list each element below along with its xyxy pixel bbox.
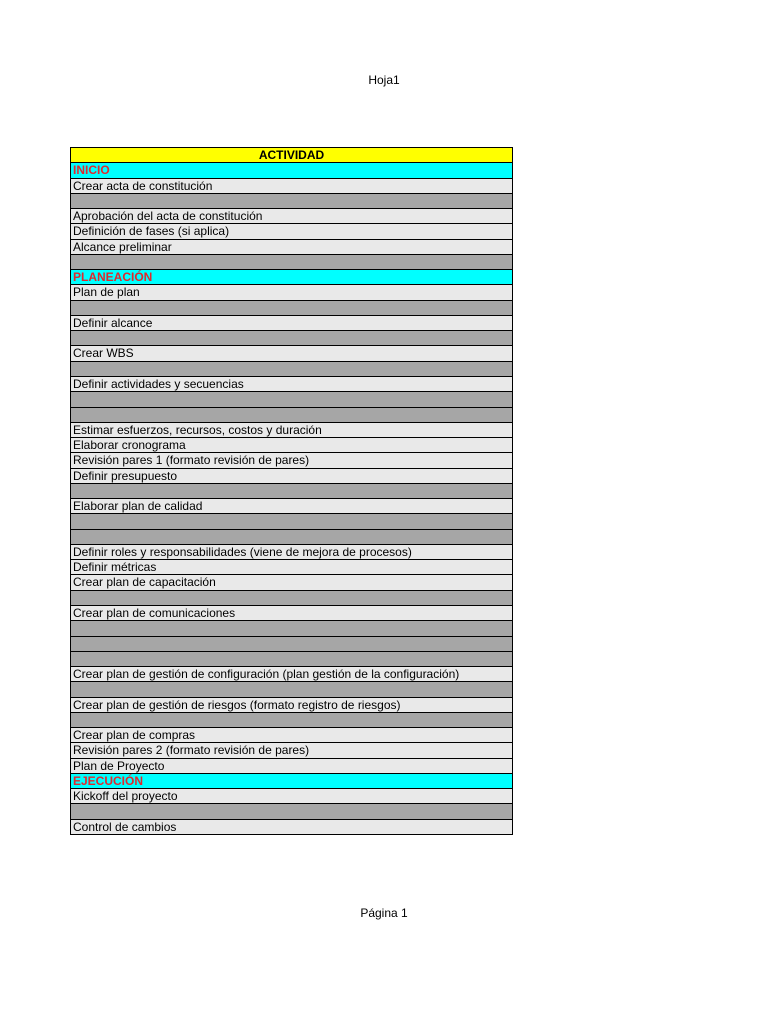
spacer-row (71, 362, 512, 377)
activity-row: Control de cambios (71, 820, 512, 835)
activity-row: Estimar esfuerzos, recursos, costos y duración (71, 423, 512, 438)
activity-row: Crear plan de gestión de configuración (plan gestión de la configuración) (71, 667, 512, 682)
activity-row: Definir presupuesto (71, 469, 512, 484)
spacer-row (71, 255, 512, 270)
activity-row: Crear acta de constitución (71, 179, 512, 194)
activity-row: Crear plan de compras (71, 728, 512, 743)
phase-row: INICIO (71, 163, 512, 178)
spacer-row (71, 392, 512, 407)
activity-row: Elaborar plan de calidad (71, 499, 512, 514)
spacer-row (71, 484, 512, 499)
activity-row: Crear plan de comunicaciones (71, 606, 512, 621)
spacer-row (71, 682, 512, 697)
spacer-row (71, 637, 512, 652)
activity-row: Crear plan de gestión de riesgos (formato registro de riesgos) (71, 698, 512, 713)
activity-row: Definir actividades y secuencias (71, 377, 512, 392)
activity-row: Revisión pares 1 (formato revisión de pares) (71, 453, 512, 468)
activity-row: Plan de Proyecto (71, 759, 512, 774)
activity-row: Definir roles y responsabilidades (viene de mejora de procesos) (71, 545, 512, 560)
page-number-footer: Página 1 (360, 906, 408, 920)
activity-row: Definir alcance (71, 316, 512, 331)
activity-row: Definir métricas (71, 560, 512, 575)
spacer-row (71, 530, 512, 545)
spacer-row (71, 804, 512, 819)
activity-row: Elaborar cronograma (71, 438, 512, 453)
spacer-row (71, 408, 512, 423)
spacer-row (71, 194, 512, 209)
spacer-row (71, 301, 512, 316)
phase-row: PLANEACIÓN (71, 270, 512, 285)
activity-row: Plan de plan (71, 285, 512, 300)
activity-row: Crear plan de capacitación (71, 575, 512, 590)
activity-row: Kickoff del proyecto (71, 789, 512, 804)
spacer-row (71, 331, 512, 346)
spacer-row (71, 591, 512, 606)
sheet-name-header: Hoja1 (368, 73, 400, 87)
activity-table (70, 147, 513, 835)
phase-row: EJECUCIÓN (71, 774, 512, 789)
spacer-row (71, 652, 512, 667)
spacer-row (71, 621, 512, 636)
activity-row: Revisión pares 2 (formato revisión de pares) (71, 743, 512, 758)
activity-row: Crear WBS (71, 346, 512, 361)
activity-table-body (71, 163, 512, 835)
activity-row: Definición de fases (si aplica) (71, 224, 512, 239)
activity-row: Aprobación del acta de constitución (71, 209, 512, 224)
spacer-row (71, 713, 512, 728)
spacer-row (71, 514, 512, 529)
activity-row: Alcance preliminar (71, 240, 512, 255)
activity-column-header: ACTIVIDAD (71, 148, 512, 163)
